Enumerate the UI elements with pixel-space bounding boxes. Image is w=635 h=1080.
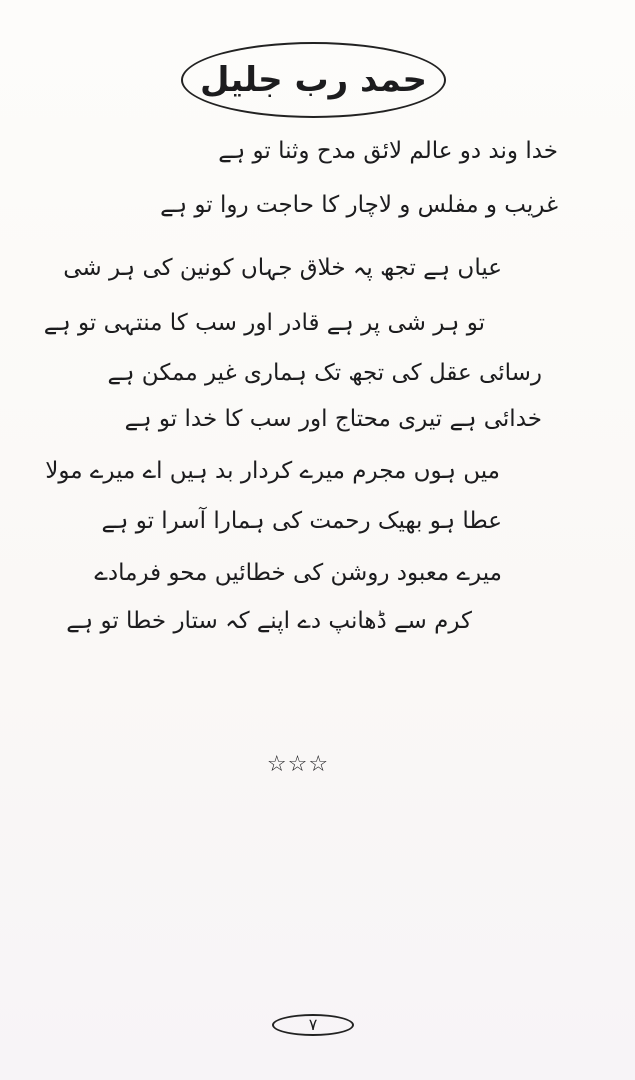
poem-line-10: کرم سے ڈھانپ دے اپنے کہ ستار خطا تو ہے xyxy=(66,608,472,634)
poem-line-3: عیاں ہے تجھ پہ خلاق جہاں کونین کی ہر شی xyxy=(63,255,502,281)
page-number-oval xyxy=(272,1014,354,1036)
poem-line-9: میرے معبود روشن کی خطائیں محو فرمادے xyxy=(94,560,502,586)
poem-line-5: رسائی عقل کی تجھ تک ہماری غیر ممکن ہے xyxy=(107,360,542,386)
page-number: ۷ xyxy=(308,1015,318,1034)
poem-line-1: خدا وند دو عالم لائق مدح وثنا تو ہے xyxy=(218,138,558,164)
page-title: حمد رب جلیل xyxy=(200,60,427,100)
poem-line-2: غریب و مفلس و لاچار کا حاجت روا تو ہے xyxy=(160,192,558,218)
poem-line-4: تو ہر شی پر ہے قادر اور سب کا منتہی تو ہے xyxy=(43,310,485,336)
stars-ornament: ☆☆☆ xyxy=(266,752,330,777)
title-oval-frame xyxy=(181,42,446,118)
poem-line-8: عطا ہو بھیک رحمت کی ہمارا آسرا تو ہے xyxy=(101,508,502,534)
poem-line-6: خدائی ہے تیری محتاج اور سب کا خدا تو ہے xyxy=(124,406,542,432)
poem-line-7: میں ہوں مجرم میرے کردار بد ہیں اے میرے مولا xyxy=(45,458,500,484)
